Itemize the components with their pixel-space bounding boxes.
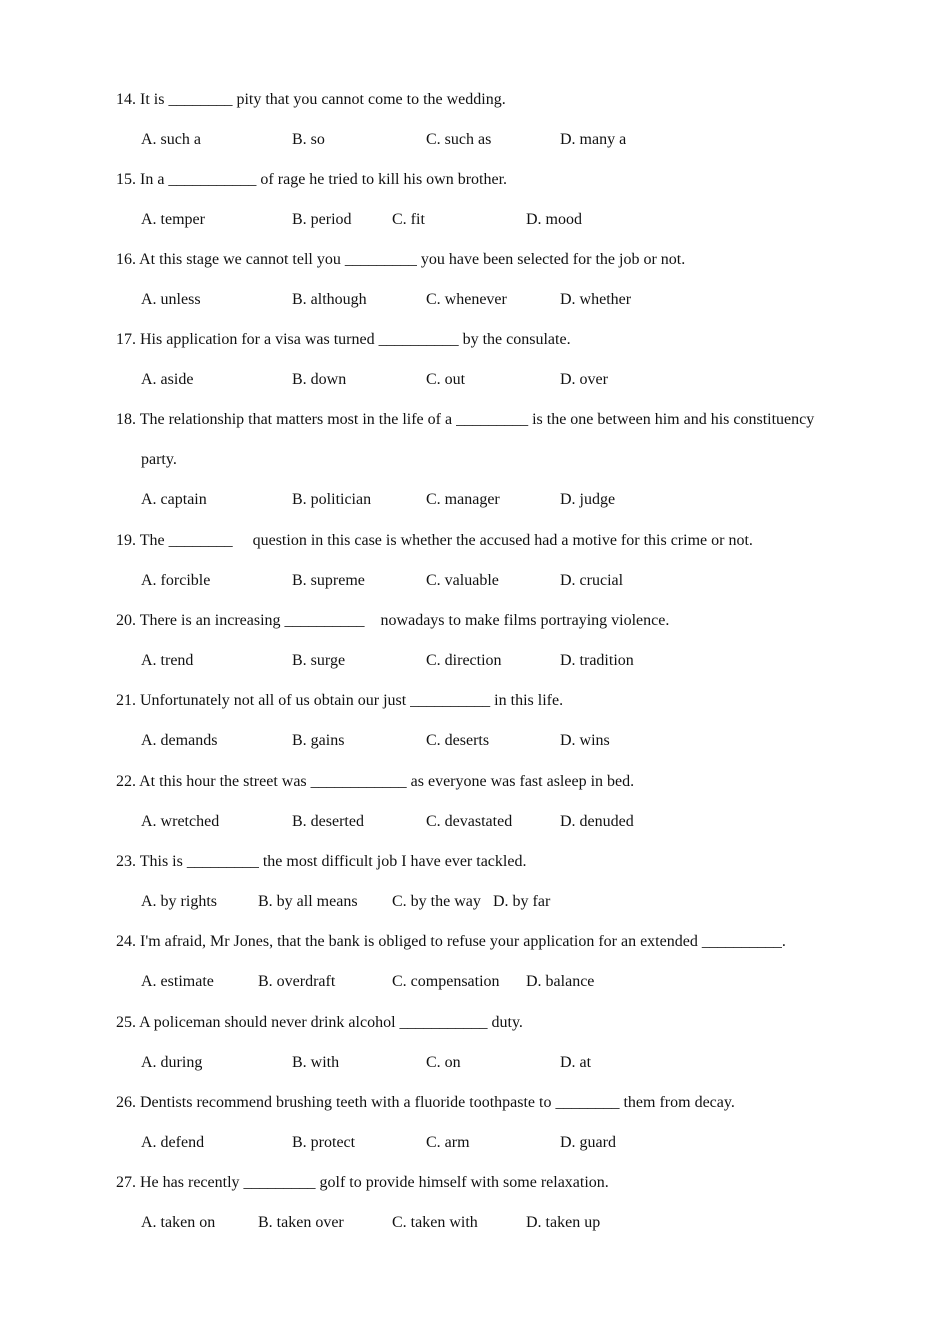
option-c: C. direction xyxy=(426,652,502,669)
option-a: A. by rights xyxy=(141,893,217,910)
question-number: 24. xyxy=(116,933,136,950)
option-c: C. out xyxy=(426,371,466,388)
option-a: A. unless xyxy=(141,291,201,308)
option-c: C. whenever xyxy=(426,291,507,308)
option-b: B. by all means xyxy=(258,893,358,910)
question-number: 20. xyxy=(116,612,136,629)
option-c: C. deserts xyxy=(426,732,490,749)
option-d: D. guard xyxy=(560,1134,616,1151)
question-number: 22. xyxy=(116,773,136,790)
question-18-continuation: party. xyxy=(141,451,177,468)
option-a: A. aside xyxy=(141,371,194,388)
option-d: D. mood xyxy=(526,211,582,228)
option-a: A. wretched xyxy=(141,813,220,830)
option-a: A. defend xyxy=(141,1134,205,1151)
option-b: B. period xyxy=(292,211,352,228)
question-stem: His application for a visa was turned __________ by the consulate. xyxy=(140,331,571,348)
question-15 xyxy=(116,170,507,190)
question-number: 16. xyxy=(116,251,136,268)
option-a: A. demands xyxy=(141,732,218,749)
option-b: B. overdraft xyxy=(258,973,336,990)
option-a: A. estimate xyxy=(141,973,214,990)
question-stem: There is an increasing __________ nowadays to make films portraying violence. xyxy=(139,612,670,629)
question-number: 14. xyxy=(116,91,136,108)
option-a: A. taken on xyxy=(141,1214,216,1231)
question-stem: At this stage we cannot tell you _________ you have been selected for the job or not. xyxy=(139,251,686,268)
option-d: D. many a xyxy=(560,131,627,148)
option-a: A. such a xyxy=(141,131,201,148)
question-stem: Unfortunately not all of us obtain our just __________ in this life. xyxy=(140,692,564,709)
option-c: C. devastated xyxy=(426,813,513,830)
question-stem: Dentists recommend brushing teeth with a fluoride toothpaste to ________ them from decay. xyxy=(140,1094,735,1111)
option-c: C. taken with xyxy=(392,1214,478,1231)
option-d: D. denuded xyxy=(560,813,634,830)
question-number: 19. xyxy=(116,532,136,549)
question-25 xyxy=(116,1013,523,1033)
question-26 xyxy=(116,1093,735,1113)
question-14 xyxy=(116,90,506,110)
option-a: A. forcible xyxy=(141,572,211,589)
option-c: C. valuable xyxy=(426,572,499,589)
question-27 xyxy=(116,1173,609,1193)
option-d: D. whether xyxy=(560,291,632,308)
option-a: A. trend xyxy=(141,652,194,669)
option-d: D. wins xyxy=(560,732,610,749)
question-stem: He has recently _________ golf to provide himself with some relaxation. xyxy=(140,1174,609,1191)
option-c: C. fit xyxy=(392,211,425,228)
question-number: 21. xyxy=(116,692,136,709)
question-stem: It is ________ pity that you cannot come to the wedding. xyxy=(140,91,506,108)
option-d: D. taken up xyxy=(526,1214,601,1231)
question-stem: In a ___________ of rage he tried to kill his own brother. xyxy=(140,171,508,188)
question-19 xyxy=(116,531,753,551)
option-c: C. such as xyxy=(426,131,492,148)
option-d: D. crucial xyxy=(560,572,624,589)
option-a: A. captain xyxy=(141,491,207,508)
option-a: A. temper xyxy=(141,211,205,228)
question-number: 26. xyxy=(116,1094,136,1111)
option-d: D. judge xyxy=(560,491,616,508)
question-stem: This is _________ the most difficult job I have ever tackled. xyxy=(139,853,527,870)
question-stem: A policeman should never drink alcohol ___________ duty. xyxy=(139,1014,523,1031)
option-b: B. taken over xyxy=(258,1214,344,1231)
question-stem: I'm afraid, Mr Jones, that the bank is obliged to refuse your application for an extended __________. xyxy=(140,933,786,950)
question-number: 18. xyxy=(116,411,136,428)
option-b: B. surge xyxy=(292,652,346,669)
option-d: D. balance xyxy=(526,973,595,990)
question-23 xyxy=(116,852,526,872)
option-c: C. on xyxy=(426,1054,461,1071)
option-d: D. tradition xyxy=(560,652,634,669)
option-c: C. manager xyxy=(426,491,500,508)
question-22 xyxy=(116,772,634,792)
question-16 xyxy=(116,250,685,270)
option-b: B. with xyxy=(292,1054,340,1071)
option-c: C. by the way xyxy=(392,893,481,910)
option-b: B. supreme xyxy=(292,572,365,589)
option-b: B. protect xyxy=(292,1134,356,1151)
option-b: B. so xyxy=(292,131,325,148)
question-24 xyxy=(116,932,786,952)
question-number: 15. xyxy=(116,171,136,188)
question-number: 27. xyxy=(116,1174,136,1191)
option-c: C. arm xyxy=(426,1134,470,1151)
option-b: B. politician xyxy=(292,491,372,508)
question-number: 25. xyxy=(116,1014,136,1031)
question-17 xyxy=(116,330,571,350)
option-a: A. during xyxy=(141,1054,203,1071)
question-number: 23. xyxy=(116,853,136,870)
option-b: B. deserted xyxy=(292,813,364,830)
question-18 xyxy=(116,410,814,430)
option-d: D. by far xyxy=(493,893,551,910)
question-21 xyxy=(116,691,563,711)
option-b: B. gains xyxy=(292,732,345,749)
option-c: C. compensation xyxy=(392,973,500,990)
question-20 xyxy=(116,611,669,631)
option-d: D. at xyxy=(560,1054,592,1071)
option-b: B. down xyxy=(292,371,347,388)
option-d: D. over xyxy=(560,371,608,388)
question-number: 17. xyxy=(116,331,136,348)
option-b: B. although xyxy=(292,291,367,308)
question-stem: At this hour the street was ____________ as everyone was fast asleep in bed. xyxy=(139,773,635,790)
question-stem: The relationship that matters most in the life of a _________ is the one between him and his constituency xyxy=(139,411,815,428)
question-stem: The ________ question in this case is whether the accused had a motive for this crime or not. xyxy=(139,532,753,549)
